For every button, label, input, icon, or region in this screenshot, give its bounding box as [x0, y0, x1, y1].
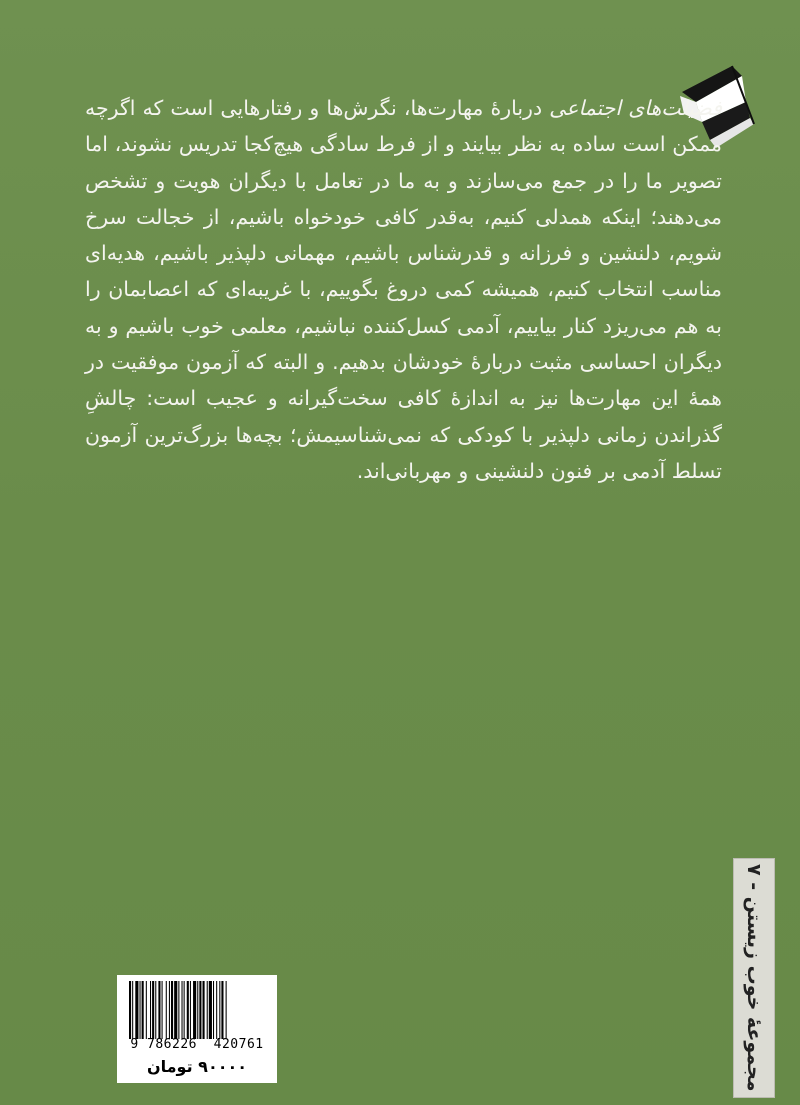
series-label-box [733, 858, 775, 1098]
series-label: مجموعهٔ خوب زیستن - ۷ [743, 864, 765, 1092]
barcode-panel [117, 975, 277, 1083]
blurb-body: دربارهٔ مهارت‌ها، نگرش‌ها و رفتارهایی است که اگرچه ممکن است ساده به نظر بیایند و از فرط سادگی هیچ‌کجا تدریس نشوند، اما تصویر ما را در جمع می‌سازند و به ما در تعامل با دیگران هویت و تشخص می‌دهند؛ اینکه همدلی کنیم، به‌قدر کافی خودخواه باشیم، از خجالت سرخ شویم، دلنشین و فرزانه و قدرشناس باشیم، مهمانی دلپذیر باشیم، هدیه‌ای مناسب انتخاب کنیم، همیشه کمی دروغ بگوییم، با غریبه‌ای که اعصابمان را به هم می‌ریزد کنار بیاییم، آدمی کسل‌کننده نباشیم، معلمی خوب باشیم و به دیگران احساسی مثبت دربارهٔ خودشان بدهیم. و البته که آزمون موفقیت در همهٔ این مهارت‌ها نیز به اندازهٔ کافی سخت‌گیرانه و عجیب است: چالشِ گذراندن زمانی دلپذیر با کودکی که نمی‌شناسیمش؛ بچه‌ها بزرگ‌ترین آزمون تسلط آدمی بر فنون دلنشینی و مهربانی‌اند. [85, 96, 722, 483]
price-label: ۹۰۰۰۰ تومان [146, 1057, 247, 1076]
blurb-lead-emphasis: فضیلت‌های اجتماعی [549, 96, 722, 120]
barcode-image [129, 981, 265, 1039]
back-cover-blurb [85, 90, 722, 489]
isbn-number: 9 786226 420761 [130, 1037, 264, 1052]
